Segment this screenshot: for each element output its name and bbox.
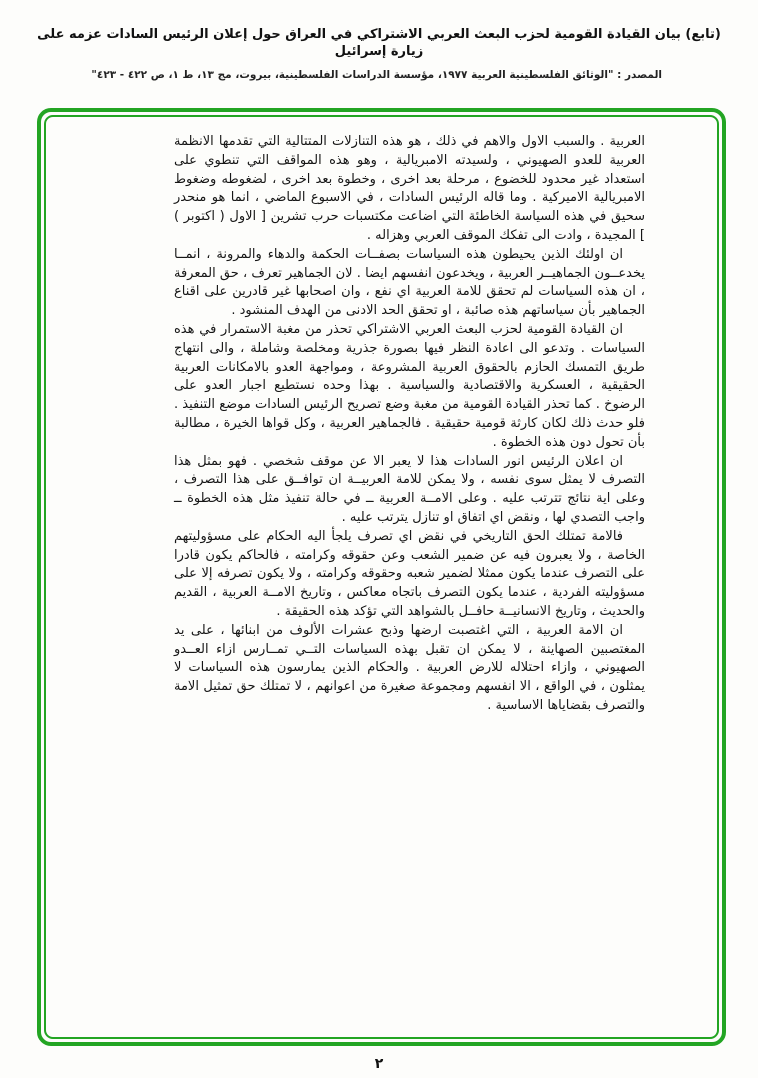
source-citation: المصدر : "الوثائق الفلسطينية العربية ١٩٧٧، مؤسسة الدراسات الفلسطينية، بيروت، مج ١٣، ط ١، ص ٤٢٢ - ٤٢٣" xyxy=(91,69,662,81)
paragraph: فالامة تمتلك الحق التاريخي في نقض اي تصرف يلجأ اليه الحكام على مسؤوليتهم الخاصة ، ولا يعبرون فيه عن ضمير الشعب وعن حقوقه وكرامته ، فالحاكم يكون قادرا على التصرف عندما يكون ممثلا لضمير شعبه وحقوقه وكرامته ، ولا يكون تصرفه إلا على مسؤوليته الفردية ، عندما يكون التصرف باتجاه معاكس ، وتاريخ الامــة العربية ، القديم والحديث ، وتاريخ الانسانيــة حافــل بالشواهد التي تؤكد هذه الحقيقة . xyxy=(174,528,645,619)
document-header xyxy=(0,0,758,81)
paragraph: العربية . والسبب الاول والاهم في ذلك ، هو هذه التنازلات المتتالية التي تقدمها الانظمة العربية للعدو الصهيوني ، ولسيدته الامبريالية ، وهو هذه المواقف التي تنطوي على استعداد غير محدود للخضوع ، مرحلة بعد اخرى ، وخطوة بعد اخرى ، لضغوطه وضغوط الامبريالية الاميركية . وما قاله الرئيس السادات ، في الاسبوع الماضي ، انما هو منحدر سحيق في هذه السياسة الخاطئة التي اضاعت مكتسبات حرب تشرين [ الاول ( اكتوبر ) ] المجيدة ، وادت الى تفكك الموقف العربي وهزاله . xyxy=(174,134,645,243)
paragraph: ان اعلان الرئيس انور السادات هذا لا يعبر الا عن موقف شخصي . فهو بمثل هذا التصرف لا يمثل سوى نفسه ، ولا يمكن للامة العربيــة ان توافــق على هذا التصرف ، وعلى اية نتائج تترتب عليه . وعلى الامــة العربية ــ في حالة تنفيذ مثل هذه الخطوة ــ واجب التصدي لها ، ونقض اي اتفاق او تنازل يترتب عليه . xyxy=(174,453,645,525)
document-title: (تابع) بيان القيادة القومية لحزب البعث العربي الاشتراكي في العراق حول إعلان الرئيس السادات عزمه على زيارة إسرائيل xyxy=(37,27,721,59)
green-border-frame xyxy=(37,108,726,1046)
paragraph: ان اولئك الذين يحيطون هذه السياسات بصفــات الحكمة والدهاء والمرونة ، انمــا يخدعــون الجماهيــر العربية ، ويخدعون انفسهم ايضا . لان الجماهير تعرف ، حق المعرفة ، ان هذه السياسات لم تحقق للامة العربية اي نفع ، وان اصحابها غير قادرين على اقناع الجماهير بأن سياساتهم هذه صائبة ، او تحقق الحد الادنى من الهدف المنشود . xyxy=(174,246,645,319)
paragraph: ان الامة العربية ، التي اغتصبت ارضها وذبح عشرات الألوف من ابنائها ، على يد المغتصبين الصهاينة ، لا يمكن ان تقبل بهذه السياسات التــي تمــارس ازاء العــدو الصهيوني ، وازاء احتلاله للارض العربية . والحكام الذين يمارسون هذه السياسات لا يمثلون ، في الواقع ، الا انفسهم ومجموعة صغيرة من اعوانهم ، لا تمتلك حق تمثيل الامة والتصرف بقضاياها الاساسية . xyxy=(174,622,645,713)
body-text xyxy=(46,117,717,716)
green-border-frame-inner xyxy=(44,115,719,1039)
page-number: ٢ xyxy=(374,1056,384,1072)
paragraph: ان القيادة القومية لحزب البعث العربي الاشتراكي تحذر من مغبة الاستمرار في هذه السياسات . وتدعو الى اعادة النظر فيها بصورة جذرية ومخلصة وشاملة ، والى انتهاج طريق التمسك الحازم بالحقوق العربية المشروعة ، ومواجهة العدو بالامكانات العربية الحقيقية ، العسكرية والاقتصادية والسياسية . بهذا وحده نستطيع اجبار العدو على الرضوخ . كما تحذر القيادة القومية من مغبة وضع تصريح الرئيس السادات موضع التنفيذ . فلو حدث ذلك لكان كارثة قومية حقيقية . فالجماهير العربية ، وكل قواها الخيرة ، مطالبة بأن تحول دون هذه الخطوة . xyxy=(174,321,645,450)
